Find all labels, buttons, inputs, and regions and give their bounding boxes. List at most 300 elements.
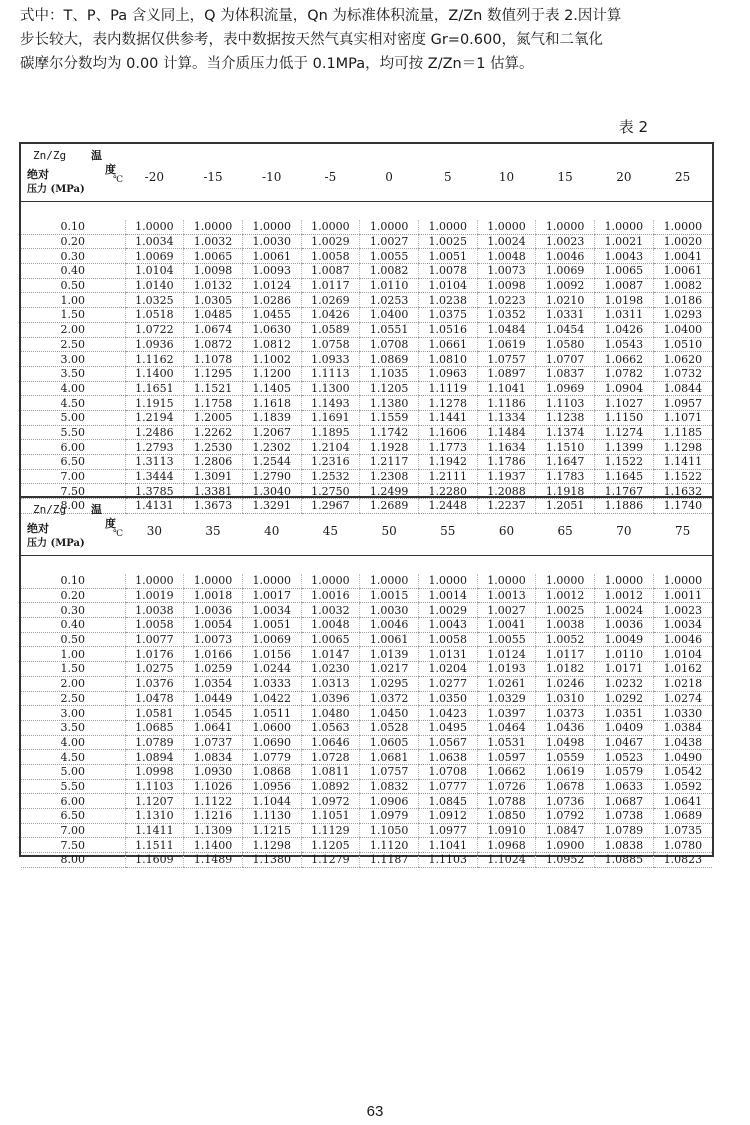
z-ratio-cell: 1.0261: [477, 676, 536, 691]
z-ratio-cell: 1.2316: [301, 455, 360, 470]
z-ratio-cell: 1.1493: [301, 396, 360, 411]
z-ratio-cell: 1.0454: [536, 322, 595, 337]
z-ratio-cell: 1.0048: [477, 249, 536, 264]
z-ratio-cell: 1.0687: [595, 794, 654, 809]
z-ratio-cell: 1.1122: [184, 794, 243, 809]
temperature-header: 15: [536, 144, 595, 202]
z-ratio-cell: 1.0024: [477, 234, 536, 249]
z-ratio-cell: 1.1522: [653, 469, 712, 484]
z-ratio-cell: 1.1645: [595, 469, 654, 484]
z-ratio-cell: 1.0046: [536, 249, 595, 264]
z-ratio-cell: 1.0193: [477, 662, 536, 677]
temperature-label: 度: [105, 163, 116, 176]
spacer-row: [21, 556, 712, 575]
temperature-header: 65: [536, 498, 595, 556]
z-ratio-cell: 1.0156: [242, 647, 301, 662]
temperature-header: -5: [301, 144, 360, 202]
z-ratio-cell: 1.0845: [418, 794, 477, 809]
z-ratio-cell: 1.0000: [301, 220, 360, 234]
z-ratio-cell: 1.0061: [653, 264, 712, 279]
z-ratio-cell: 1.0641: [653, 794, 712, 809]
z-ratio-cell: 1.0589: [301, 322, 360, 337]
z-ratio-cell: 1.0952: [536, 853, 595, 868]
z-ratio-cell: 1.0000: [595, 220, 654, 234]
table-row: [21, 750, 712, 765]
z-ratio-cell: 1.1937: [477, 469, 536, 484]
z-ratio-cell: 1.0351: [595, 706, 654, 721]
z-ratio-cell: 1.0061: [360, 632, 419, 647]
z-ratio-cell: 1.0354: [184, 676, 243, 691]
z-ratio-cell: 1.0397: [477, 706, 536, 721]
table-row: [21, 676, 712, 691]
temperature-header: 45: [301, 498, 360, 556]
z-ratio-cell: 1.1027: [595, 396, 654, 411]
z-ratio-cell: 1.0516: [418, 322, 477, 337]
z-ratio-cell: 1.1103: [536, 396, 595, 411]
z-ratio-cell: 1.1618: [242, 396, 301, 411]
z-ratio-cell: 1.0259: [184, 662, 243, 677]
z-ratio-cell: 1.0579: [595, 764, 654, 779]
pressure-cell: 5.00: [21, 764, 125, 779]
z-ratio-cell: 1.0217: [360, 662, 419, 677]
z-ratio-cell: 1.1162: [125, 352, 184, 367]
z-ratio-cell: 1.0678: [536, 779, 595, 794]
temperature-header: 60: [477, 498, 536, 556]
z-ratio-cell: 1.0897: [477, 366, 536, 381]
z-ratio-cell: 1.0012: [536, 588, 595, 603]
z-ratio-cell: 1.0093: [242, 264, 301, 279]
z-ratio-cell: 1.0531: [477, 735, 536, 750]
table-row: [21, 662, 712, 677]
z-ratio-cell: 1.0030: [242, 234, 301, 249]
z-ratio-cell: 1.1215: [242, 823, 301, 838]
z-ratio-cell: 1.0000: [242, 574, 301, 588]
z-ratio-cell: 1.0423: [418, 706, 477, 721]
z-ratio-cell: 1.2499: [360, 484, 419, 499]
pressure-cell: 7.00: [21, 823, 125, 838]
z-ratio-cell: 1.0912: [418, 809, 477, 824]
z-ratio-cell: 1.0058: [301, 249, 360, 264]
temperature-header: 50: [360, 498, 419, 556]
table-row: [21, 264, 712, 279]
z-ratio-cell: 1.1651: [125, 381, 184, 396]
z-ratio-cell: 1.0117: [301, 278, 360, 293]
z-ratio-cell: 1.0511: [242, 706, 301, 721]
intro-line: 碳摩尔分数均为 0.00 计算。当介质压力低于 0.1MPa，均可按 Z/Zn＝1 估算。: [20, 56, 534, 72]
z-ratio-cell: 1.0000: [360, 220, 419, 234]
z-ratio-cell: 1.1300: [301, 381, 360, 396]
z-ratio-cell: 1.0210: [536, 293, 595, 308]
z-ratio-cell: 1.0838: [595, 838, 654, 853]
table-row: [21, 735, 712, 750]
pressure-cell: 0.20: [21, 588, 125, 603]
z-ratio-cell: 1.0641: [184, 720, 243, 735]
z-ratio-cell: 1.0000: [184, 220, 243, 234]
z-ratio-cell: 1.0311: [595, 308, 654, 323]
z-ratio-cell: 1.0140: [125, 278, 184, 293]
table-row: [21, 706, 712, 721]
pressure-cell: 0.10: [21, 574, 125, 588]
z-ratio-cell: 1.0117: [536, 647, 595, 662]
temperature-header: 55: [418, 498, 477, 556]
z-ratio-cell: 1.0708: [418, 764, 477, 779]
zn-zg-label: Zn/Zg: [33, 149, 67, 162]
table-row: [21, 337, 712, 352]
z-ratio-cell: 1.0104: [653, 647, 712, 662]
temperature-header: 25: [653, 144, 712, 202]
z-ratio-cell: 1.0277: [418, 676, 477, 691]
z-ratio-cell: 1.0021: [595, 234, 654, 249]
z-ratio-cell: 1.0019: [125, 588, 184, 603]
z-ratio-cell: 1.0000: [418, 574, 477, 588]
pressure-cell: 4.50: [21, 750, 125, 765]
table-row: [21, 249, 712, 264]
z-ratio-cell: 1.0082: [360, 264, 419, 279]
z-ratio-cell: 1.1374: [536, 425, 595, 440]
z-ratio-cell: 1.0480: [301, 706, 360, 721]
z-ratio-cell: 1.0957: [653, 396, 712, 411]
z-ratio-cell: 1.3091: [184, 469, 243, 484]
pressure-cell: 5.00: [21, 410, 125, 425]
z-ratio-cell: 1.0286: [242, 293, 301, 308]
pressure-cell: 1.50: [21, 662, 125, 677]
z-ratio-cell: 1.0758: [301, 337, 360, 352]
z-ratio-cell: 1.0597: [477, 750, 536, 765]
z-ratio-cell: 1.2530: [184, 440, 243, 455]
z-ratio-cell: 1.1002: [242, 352, 301, 367]
z-ratio-cell: 1.1207: [125, 794, 184, 809]
z-ratio-cell: 1.0244: [242, 662, 301, 677]
z-ratio-cell: 1.0426: [301, 308, 360, 323]
table-row: [21, 469, 712, 484]
z-ratio-cell: 1.0510: [653, 337, 712, 352]
z-ratio-cell: 1.0892: [301, 779, 360, 794]
z-ratio-cell: 1.0847: [536, 823, 595, 838]
z-ratio-cell: 1.0592: [653, 779, 712, 794]
z-ratio-cell: 1.1928: [360, 440, 419, 455]
z-ratio-cell: 1.0600: [242, 720, 301, 735]
pressure-cell: 4.00: [21, 735, 125, 750]
z-ratio-cell: 1.0305: [184, 293, 243, 308]
z-ratio-cell: 1.0104: [125, 264, 184, 279]
z-ratio-cell: 1.0000: [301, 574, 360, 588]
pressure-cell: 0.30: [21, 603, 125, 618]
table-row: [21, 352, 712, 367]
z-ratio-cell: 1.0073: [184, 632, 243, 647]
z-ratio-cell: 1.0048: [301, 618, 360, 633]
z-ratio-cell: 1.1103: [418, 853, 477, 868]
z-ratio-cell: 1.0043: [595, 249, 654, 264]
table-row: [21, 366, 712, 381]
z-ratio-cell: 1.1185: [653, 425, 712, 440]
temperature-label: 度: [105, 517, 116, 530]
z-ratio-cell: 1.1634: [477, 440, 536, 455]
z-ratio-cell: 1.2448: [418, 499, 477, 514]
header-row: [21, 498, 712, 556]
z-ratio-cell: 1.0051: [242, 618, 301, 633]
z-ratio-cell: 1.0567: [418, 735, 477, 750]
table-row: [21, 691, 712, 706]
z-ratio-cell: 1.0065: [184, 249, 243, 264]
zn-zg-table: [21, 144, 712, 514]
z-ratio-cell: 1.0998: [125, 764, 184, 779]
z-ratio-cell: 1.1489: [184, 853, 243, 868]
z-ratio-cell: 1.2486: [125, 425, 184, 440]
table-row: [21, 455, 712, 470]
pressure-cell: 2.00: [21, 322, 125, 337]
z-ratio-cell: 1.0810: [418, 352, 477, 367]
z-ratio-cell: 1.0449: [184, 691, 243, 706]
z-ratio-cell: 1.2005: [184, 410, 243, 425]
table-row: [21, 838, 712, 853]
z-ratio-cell: 1.2280: [418, 484, 477, 499]
z-ratio-cell: 1.0162: [653, 662, 712, 677]
z-ratio-cell: 1.0032: [184, 234, 243, 249]
z-ratio-cell: 1.0904: [595, 381, 654, 396]
z-ratio-cell: 1.1309: [184, 823, 243, 838]
spacer-row: [21, 202, 712, 221]
z-ratio-cell: 1.0082: [653, 278, 712, 293]
z-ratio-cell: 1.0735: [653, 823, 712, 838]
z-ratio-cell: 1.0963: [418, 366, 477, 381]
z-ratio-cell: 1.0780: [653, 838, 712, 853]
z-ratio-cell: 1.0000: [360, 574, 419, 588]
z-ratio-cell: 1.1400: [184, 838, 243, 853]
z-ratio-cell: 1.0467: [595, 735, 654, 750]
z-ratio-cell: 1.0690: [242, 735, 301, 750]
temperature-header: 70: [595, 498, 654, 556]
z-ratio-cell: 1.0605: [360, 735, 419, 750]
temperature-header: 5: [418, 144, 477, 202]
z-ratio-cell: 1.1609: [125, 853, 184, 868]
z-ratio-cell: 1.0400: [653, 322, 712, 337]
z-ratio-cell: 1.0034: [653, 618, 712, 633]
z-ratio-cell: 1.0396: [301, 691, 360, 706]
z-ratio-cell: 1.1918: [536, 484, 595, 499]
z-ratio-cell: 1.0171: [595, 662, 654, 677]
temperature-header: 20: [595, 144, 654, 202]
z-ratio-cell: 1.0098: [184, 264, 243, 279]
temperature-label: 温: [91, 149, 102, 162]
z-ratio-cell: 1.0426: [595, 322, 654, 337]
z-ratio-cell: 1.2806: [184, 455, 243, 470]
z-ratio-cell: 1.0422: [242, 691, 301, 706]
z-ratio-cell: 1.0885: [595, 853, 654, 868]
z-ratio-cell: 1.0956: [242, 779, 301, 794]
z-ratio-cell: 1.0092: [536, 278, 595, 293]
z-ratio-cell: 1.1071: [653, 410, 712, 425]
z-ratio-cell: 1.1150: [595, 410, 654, 425]
z-ratio-cell: 1.0025: [536, 603, 595, 618]
z-ratio-cell: 1.1103: [125, 779, 184, 794]
z-ratio-cell: 1.0979: [360, 809, 419, 824]
z-ratio-cell: 1.1647: [536, 455, 595, 470]
z-ratio-cell: 1.1120: [360, 838, 419, 853]
table-row: [21, 823, 712, 838]
table-row: [21, 794, 712, 809]
pressure-cell: 2.50: [21, 691, 125, 706]
z-ratio-cell: 1.0132: [184, 278, 243, 293]
z-ratio-cell: 1.0630: [242, 322, 301, 337]
z-ratio-cell: 1.0528: [360, 720, 419, 735]
z-ratio-cell: 1.0450: [360, 706, 419, 721]
z-ratio-cell: 1.0495: [418, 720, 477, 735]
z-ratio-cell: 1.1511: [125, 838, 184, 853]
pressure-cell: 6.00: [21, 794, 125, 809]
z-ratio-cell: 1.1691: [301, 410, 360, 425]
page-number: 63: [366, 1103, 384, 1120]
pressure-cell: 1.50: [21, 308, 125, 323]
z-ratio-cell: 1.0269: [301, 293, 360, 308]
table-row: [21, 632, 712, 647]
z-ratio-cell: 1.0736: [536, 794, 595, 809]
z-ratio-cell: 1.0043: [418, 618, 477, 633]
z-ratio-cell: 1.0038: [125, 603, 184, 618]
z-ratio-cell: 1.0182: [536, 662, 595, 677]
z-ratio-cell: 1.0352: [477, 308, 536, 323]
z-ratio-cell: 1.0054: [184, 618, 243, 633]
pressure-cell: 4.00: [21, 381, 125, 396]
z-ratio-cell: 1.1119: [418, 381, 477, 396]
celsius-unit: ℃: [113, 175, 124, 185]
z-ratio-cell: 1.0662: [477, 764, 536, 779]
z-ratio-cell: 1.0681: [360, 750, 419, 765]
z-ratio-cell: 1.4131: [125, 499, 184, 514]
z-ratio-cell: 1.0204: [418, 662, 477, 677]
z-ratio-cell: 1.0662: [595, 352, 654, 367]
temperature-header: 30: [125, 498, 184, 556]
z-ratio-cell: 1.0551: [360, 322, 419, 337]
pressure-cell: 0.30: [21, 249, 125, 264]
z-ratio-cell: 1.0049: [595, 632, 654, 647]
z-ratio-cell: 1.0832: [360, 779, 419, 794]
z-ratio-cell: 1.0674: [184, 322, 243, 337]
z-ratio-cell: 1.0124: [242, 278, 301, 293]
z-ratio-cell: 1.0069: [242, 632, 301, 647]
z-ratio-cell: 1.0034: [125, 234, 184, 249]
z-ratio-cell: 1.0619: [536, 764, 595, 779]
z-ratio-cell: 1.1295: [184, 366, 243, 381]
z-ratio-cell: 1.0757: [360, 764, 419, 779]
z-ratio-cell: 1.0685: [125, 720, 184, 735]
z-ratio-cell: 1.0087: [301, 264, 360, 279]
z-ratio-cell: 1.0498: [536, 735, 595, 750]
pressure-cell: 5.50: [21, 779, 125, 794]
z-ratio-cell: 1.0844: [653, 381, 712, 396]
z-ratio-cell: 1.0046: [360, 618, 419, 633]
z-ratio-cell: 1.0869: [360, 352, 419, 367]
z-ratio-cell: 1.0633: [595, 779, 654, 794]
z-ratio-cell: 1.2750: [301, 484, 360, 499]
z-ratio-cell: 1.0484: [477, 322, 536, 337]
celsius-unit: ℃: [113, 529, 124, 539]
pressure-label: 压力 (MPa): [27, 184, 85, 195]
z-ratio-cell: 1.2689: [360, 499, 419, 514]
temperature-header: -15: [184, 144, 243, 202]
z-ratio-cell: 1.0936: [125, 337, 184, 352]
z-ratio-cell: 1.0292: [595, 691, 654, 706]
z-ratio-cell: 1.1041: [477, 381, 536, 396]
z-ratio-cell: 1.1186: [477, 396, 536, 411]
z-ratio-cell: 1.1238: [536, 410, 595, 425]
z-ratio-cell: 1.0027: [360, 234, 419, 249]
z-ratio-cell: 1.1758: [184, 396, 243, 411]
z-ratio-cell: 1.0638: [418, 750, 477, 765]
z-ratio-cell: 1.0000: [536, 220, 595, 234]
temperature-label: 温: [91, 503, 102, 516]
absolute-label: 绝对: [27, 522, 49, 535]
pressure-cell: 0.20: [21, 234, 125, 249]
z-ratio-cell: 1.0218: [653, 676, 712, 691]
pressure-cell: 5.50: [21, 425, 125, 440]
table-caption: 表 2: [618, 118, 648, 136]
z-ratio-cell: 1.0646: [301, 735, 360, 750]
z-ratio-cell: 1.0098: [477, 278, 536, 293]
table-row: [21, 853, 712, 868]
absolute-label: 绝对: [27, 168, 49, 181]
z-ratio-cell: 1.2967: [301, 499, 360, 514]
intro-line: 式中：T、P、Pa 含义同上，Q 为体积流量，Qn 为标准体积流量，Z/Zn 数值列于表 2.因计算: [20, 8, 622, 24]
z-ratio-cell: 1.0708: [360, 337, 419, 352]
z-ratio-cell: 1.0078: [418, 264, 477, 279]
z-ratio-cell: 1.0563: [301, 720, 360, 735]
z-ratio-cell: 1.0737: [184, 735, 243, 750]
z-ratio-cell: 1.0069: [125, 249, 184, 264]
z-ratio-cell: 1.1510: [536, 440, 595, 455]
z-ratio-cell: 1.0051: [418, 249, 477, 264]
corner-header: [21, 144, 125, 202]
z-ratio-cell: 1.1130: [242, 809, 301, 824]
z-ratio-cell: 1.1051: [301, 809, 360, 824]
table-row: [21, 410, 712, 425]
z-ratio-cell: 1.1279: [301, 853, 360, 868]
table-row: [21, 381, 712, 396]
z-ratio-cell: 1.2308: [360, 469, 419, 484]
z-ratio-cell: 1.0166: [184, 647, 243, 662]
z-ratio-cell: 1.0689: [653, 809, 712, 824]
z-ratio-cell: 1.0930: [184, 764, 243, 779]
pressure-cell: 0.50: [21, 278, 125, 293]
z-ratio-cell: 1.0000: [595, 574, 654, 588]
z-ratio-cell: 1.2790: [242, 469, 301, 484]
table-row: [21, 764, 712, 779]
z-ratio-cell: 1.0788: [477, 794, 536, 809]
z-ratio-cell: 1.0131: [418, 647, 477, 662]
pressure-cell: 0.40: [21, 618, 125, 633]
table-row: [21, 234, 712, 249]
z-ratio-cell: 1.1205: [301, 838, 360, 853]
z-ratio-cell: 1.1742: [360, 425, 419, 440]
z-ratio-cell: 1.1484: [477, 425, 536, 440]
pressure-label: 压力 (MPa): [27, 538, 85, 549]
z-ratio-cell: 1.0738: [595, 809, 654, 824]
temperature-header: 0: [360, 144, 419, 202]
table-row: [21, 293, 712, 308]
z-ratio-cell: 1.1606: [418, 425, 477, 440]
z-ratio-cell: 1.0223: [477, 293, 536, 308]
z-ratio-cell: 1.0013: [477, 588, 536, 603]
z-ratio-cell: 1.2088: [477, 484, 536, 499]
z-ratio-cell: 1.0238: [418, 293, 477, 308]
z-ratio-cell: 1.0310: [536, 691, 595, 706]
corner-header: [21, 498, 125, 556]
table-row: [21, 588, 712, 603]
z-ratio-cell: 1.0834: [184, 750, 243, 765]
z-ratio-cell: 1.0023: [653, 603, 712, 618]
z-ratio-cell: 1.1278: [418, 396, 477, 411]
z-ratio-cell: 1.0000: [653, 220, 712, 234]
z-ratio-cell: 1.0455: [242, 308, 301, 323]
